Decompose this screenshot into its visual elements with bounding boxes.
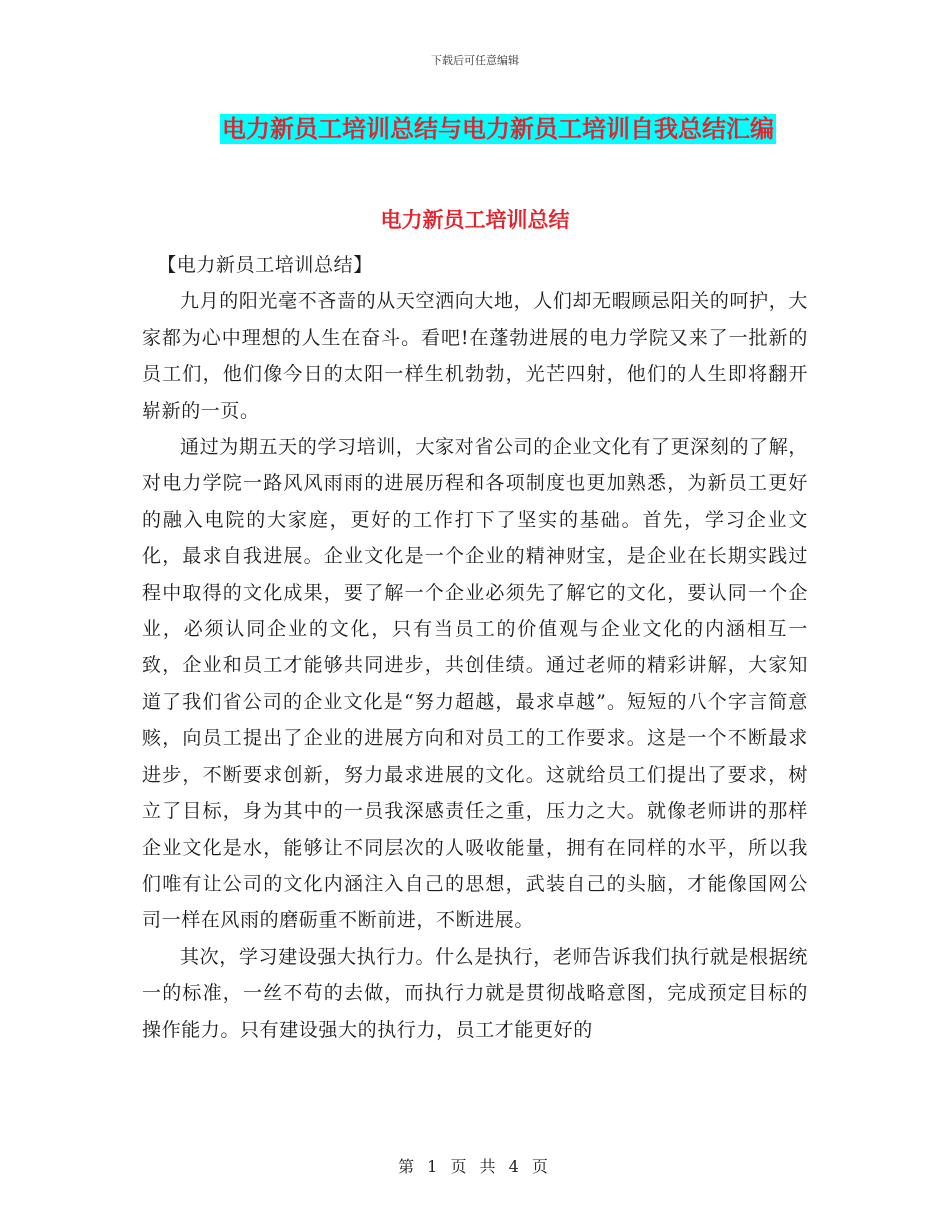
document-body bbox=[142, 247, 808, 1048]
header-note: 下载后可任意编辑 bbox=[431, 54, 519, 67]
paragraph: 通过为期五天的学习培训，大家对省公司的企业文化有了更深刻的了解，对电力学院一路风风雨雨的进展历程和各项制度也更加熟悉，为新员工更好的融入电院的大家庭，更好的工作打下了坚实的基础。首先，学习企业文化，最求自我进展。企业文化是一个企业的精神财宝，是企业在长期实践过程中取得的文化成果，要了解一个企业必须先了解它的文化，要认同一个企业，必须认同企业的文化，只有当员工的价值观与企业文化的内涵相互一致，企业和员工才能够共同进步，共创佳绩。通过老师的精彩讲解，大家知道了我们省公司的企业文化是“努力超越，最求卓越”。短短的八个字言简意赅，向员工提出了企业的进展方向和对员工的工作要求。这是一个不断最求进步，不断要求创新，努力最求进展的文化。这就给员工们提出了要求，树立了目标，身为其中的一员我深感责任之重，压力之大。就像老师讲的那样企业文化是水，能够让不同层次的人吸收能量，拥有在同样的水平，所以我们唯有让公司的文化内涵注入自己的思想，武装自己的头脑，才能像国网公司一样在风雨的磨砺重不断前进，不断进展。 bbox=[142, 436, 808, 932]
main-title-container bbox=[0, 114, 950, 144]
paragraph-heading: 【电力新员工培训总结】 bbox=[157, 254, 373, 276]
main-title: 电力新员工培训总结与电力新员工培训自我总结汇编 bbox=[222, 115, 774, 143]
paragraph: 其次，学习建设强大执行力。什么是执行，老师告诉我们执行就是根据统一的标准，一丝不苟的去做，而执行力就是贯彻战略意图，完成预定目标的操作能力。只有建设强大的执行力，员工才能更好的 bbox=[142, 945, 808, 1041]
paragraph: 九月的阳光毫不吝啬的从天空洒向大地，人们却无暇顾忌阳关的呵护，大家都为心中理想的人生在奋斗。看吧!在蓬勃进展的电力学院又来了一批新的员工们，他们像今日的太阳一样生机勃勃，光芒四射，他们的人生即将翻开崭新的一页。 bbox=[142, 290, 808, 422]
page-number: 第 1 页 共 4 页 bbox=[398, 1157, 552, 1176]
section-title: 电力新员工培训总结 bbox=[380, 208, 570, 232]
